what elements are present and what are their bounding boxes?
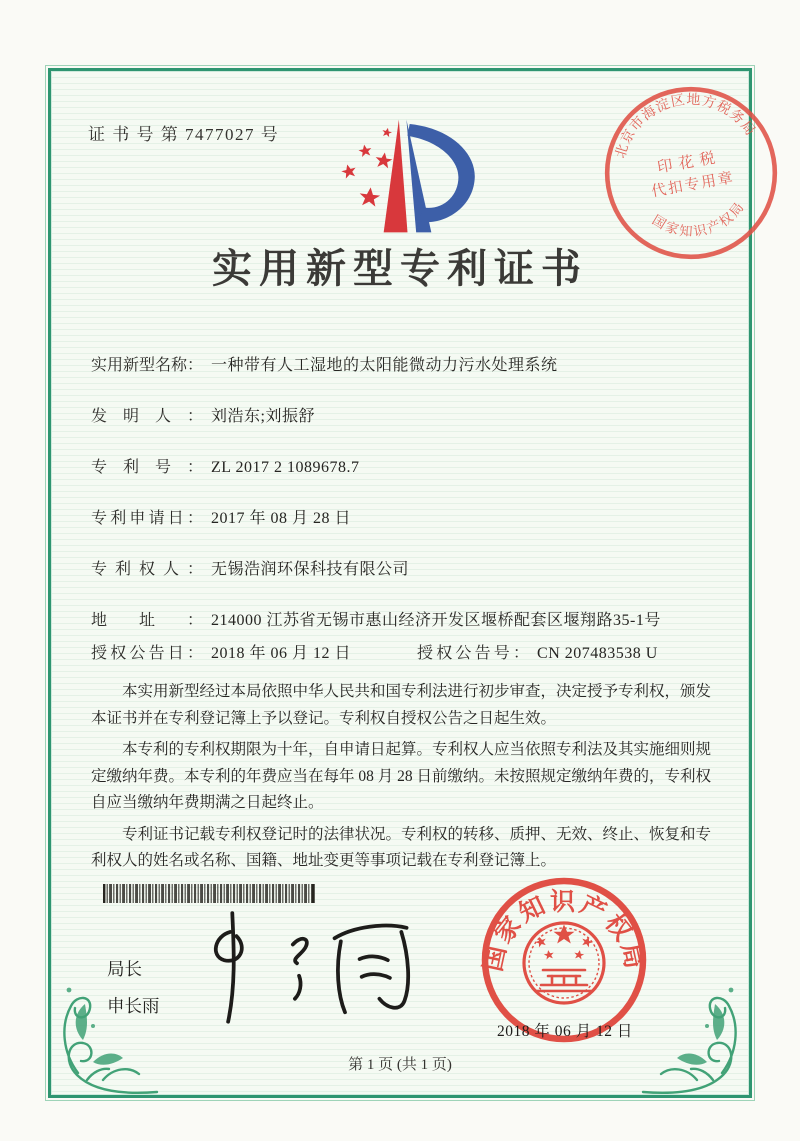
field-grant-date — [91, 640, 351, 663]
certificate-number: 证 书 号 第 7477027 号 — [88, 125, 280, 144]
field-row-filing-date — [91, 505, 711, 528]
field-label: 地址： — [91, 612, 203, 629]
field-value: 2017 年 08 月 28 日 — [211, 510, 352, 527]
paragraph-grant-statement: 本实用新型经过本局依照中华人民共和国专利法进行初步审查，决定授予专利权，颁发本证书并在专利登记簿上予以登记。专利权自授权公告之日起生效。 — [91, 683, 712, 727]
field-row-patentee — [91, 556, 711, 579]
field-label: 专利号： — [91, 459, 203, 476]
field-value: 2018 年 06 月 12 日 — [211, 645, 352, 662]
tax-stamp-center-line1: 印花税 — [655, 148, 723, 177]
certificate-title: 实用新型专利证书 — [212, 246, 588, 291]
field-value: CN 207483538 U — [537, 645, 658, 662]
tax-stamp-center-line2: 代扣专用章 — [650, 169, 737, 201]
paragraph-term-statement: 本专利的专利权期限为十年，自申请日起算。专利权人应当依照专利法及其实施细则规定缴纳年费。本专利的年费应当在每年 08 月 28 日前缴纳。未按照规定缴纳年费的，专利权自应当缴纳年费期满之日起终止。 — [91, 741, 712, 811]
issue-date: 2018 年 06 月 12 日 — [497, 1023, 633, 1040]
field-value: 214000 江苏省无锡市惠山经济开发区堰桥配套区堰翔路35-1号 — [211, 612, 661, 629]
certificate-frame — [48, 68, 759, 1098]
seal-arc-text: 国家知识产权局 — [479, 888, 649, 974]
certificate-fields — [91, 352, 711, 663]
field-value: 一种带有人工湿地的太阳能微动力污水处理系统 — [211, 357, 558, 374]
field-label: 实用新型名称： — [91, 357, 204, 374]
field-value: ZL 2017 2 1089678.7 — [211, 459, 360, 476]
director-block — [107, 951, 160, 1025]
field-grant-number — [417, 640, 658, 663]
field-label: 专利申请日： — [91, 510, 203, 527]
barcode — [103, 884, 315, 903]
field-row-inventor — [91, 403, 711, 426]
field-label: 专利权人： — [91, 561, 203, 578]
tax-stamp-arc-top: 北京市海淀区地方税务局 — [612, 91, 759, 160]
field-label: 授权公告号： — [417, 645, 530, 662]
field-label: 发明人： — [91, 408, 203, 425]
page-number: 第 1 页 (共 1 页) — [348, 1057, 452, 1073]
field-value: 无锡浩润环保科技有限公司 — [211, 561, 410, 578]
cnipa-patent-logo-icon — [313, 111, 489, 241]
field-row-patent-number — [91, 454, 711, 477]
paragraph-register-statement: 专利证书记载专利权登记时的法律状况。专利权的转移、质押、无效、终止、恢复和专利权人的姓名或名称、国籍、地址变更等事项记载在专利登记簿上。 — [91, 825, 712, 869]
corner-flourish-right-icon — [641, 968, 753, 1100]
field-row-utility-model-name — [91, 352, 711, 375]
legal-paragraphs — [91, 679, 711, 880]
field-row-grant — [91, 640, 711, 663]
director-name: 申长雨 — [107, 996, 160, 1016]
national-emblem-icon — [524, 923, 604, 1003]
director-signature — [201, 909, 441, 1029]
director-title: 局长 — [107, 959, 142, 979]
field-label: 授权公告日： — [91, 645, 203, 662]
field-value: 刘浩东;刘振舒 — [211, 408, 315, 425]
field-row-address — [91, 607, 711, 633]
tax-stamp-arc-bottom: 国家知识产权局 — [649, 198, 748, 240]
